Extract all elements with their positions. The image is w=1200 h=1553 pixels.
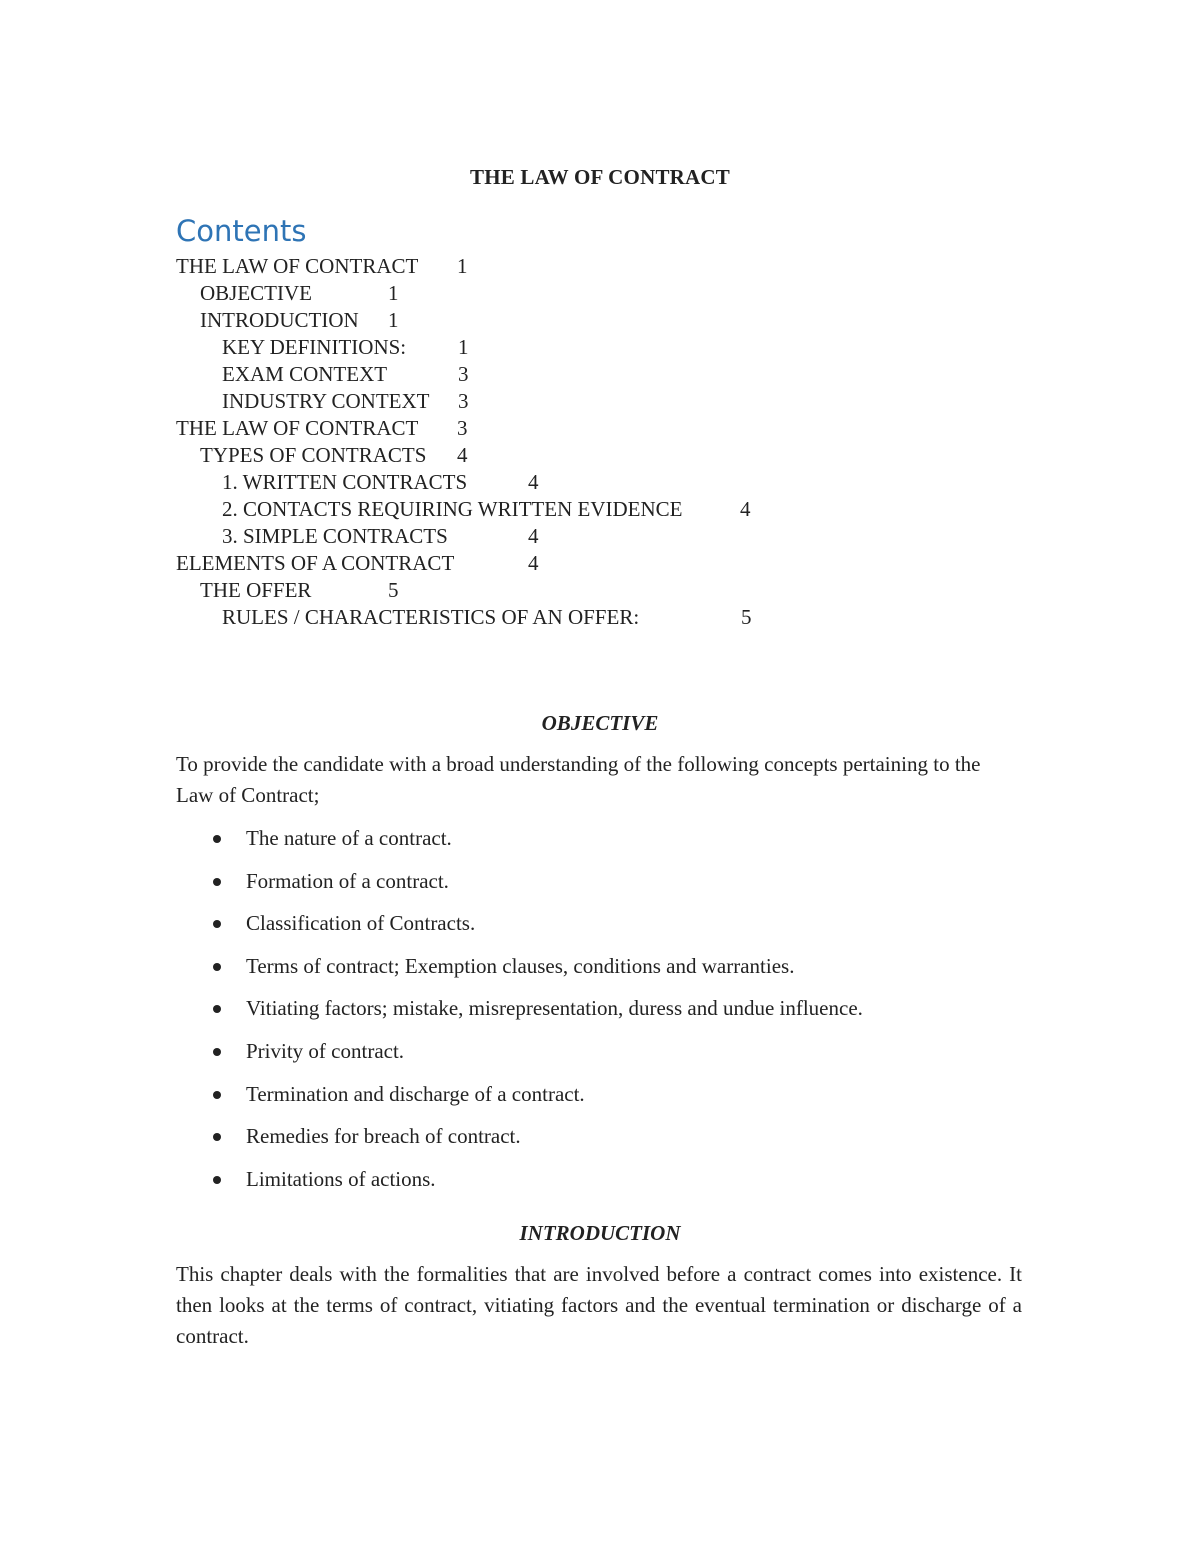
toc-entry[interactable] — [176, 442, 876, 469]
toc-entry[interactable] — [176, 334, 876, 361]
toc-entry-title: ELEMENTS OF A CONTRACT — [176, 551, 455, 575]
toc-entry-title: THE OFFER — [200, 578, 312, 602]
bullet-icon — [213, 963, 221, 971]
toc-entry-page: 4 — [457, 443, 468, 467]
toc-entry[interactable] — [176, 307, 876, 334]
toc-entry-page: 1 — [457, 254, 468, 278]
list-item: Classification of Contracts. — [176, 909, 1022, 952]
toc-entry-page: 1 — [388, 281, 399, 305]
toc-entry-title: 1. WRITTEN CONTRACTS — [222, 470, 468, 494]
list-item: Formation of a contract. — [176, 867, 1022, 910]
toc-entry-title: KEY DEFINITIONS: — [222, 335, 407, 359]
toc-entry-title: OBJECTIVE — [200, 281, 312, 305]
list-item: Privity of contract. — [176, 1037, 1022, 1080]
introduction-heading: INTRODUCTION — [519, 1221, 681, 1245]
toc-entry-page: 1 — [388, 308, 399, 332]
toc-entry-page: 4 — [528, 551, 539, 575]
toc-entry[interactable] — [176, 253, 876, 280]
list-item: Terms of contract; Exemption clauses, conditions and warranties. — [176, 952, 1022, 995]
bullet-icon — [213, 835, 221, 843]
toc-entry-page: 3 — [458, 362, 469, 386]
toc-entry[interactable] — [176, 361, 876, 388]
list-item: Limitations of actions. — [176, 1165, 1022, 1208]
toc-entry[interactable] — [176, 550, 876, 577]
toc-entry-title: 3. SIMPLE CONTRACTS — [222, 524, 448, 548]
table-of-contents — [176, 253, 876, 631]
toc-entry[interactable] — [176, 604, 876, 631]
introduction-body: This chapter deals with the formalities that are involved before a contract comes into existence. It then looks at the terms of contract, vitiating factors and the eventual termination or discharge of a contract. — [176, 1262, 1022, 1348]
toc-entry-title: THE LAW OF CONTRACT — [176, 254, 419, 278]
toc-entry-page: 3 — [458, 389, 469, 413]
objective-heading: OBJECTIVE — [541, 711, 659, 735]
bullet-icon — [213, 1005, 221, 1013]
toc-entry-page: 4 — [740, 497, 751, 521]
toc-heading: Contents — [176, 214, 307, 248]
toc-entry-title: INDUSTRY CONTEXT — [222, 389, 430, 413]
toc-entry-page: 4 — [528, 524, 539, 548]
bullet-icon — [213, 878, 221, 886]
toc-entry[interactable] — [176, 388, 876, 415]
toc-entry-title: INTRODUCTION — [200, 308, 359, 332]
list-item: Termination and discharge of a contract. — [176, 1080, 1022, 1123]
toc-entry-page: 5 — [741, 605, 752, 629]
toc-entry[interactable] — [176, 280, 876, 307]
toc-entry-title: EXAM CONTEXT — [222, 362, 388, 386]
bullet-icon — [213, 1091, 221, 1099]
toc-entry-page: 4 — [528, 470, 539, 494]
objective-intro: To provide the candidate with a broad understanding of the following concepts pertaining to the Law of Contract; — [176, 752, 981, 807]
toc-entry[interactable] — [176, 577, 876, 604]
toc-entry[interactable] — [176, 523, 876, 550]
toc-entry-title: THE LAW OF CONTRACT — [176, 416, 419, 440]
document-title: THE LAW OF CONTRACT — [470, 165, 730, 189]
list-item: Vitiating factors; mistake, misrepresentation, duress and undue influence. — [176, 994, 1022, 1037]
bullet-icon — [213, 1133, 221, 1141]
toc-entry[interactable] — [176, 469, 876, 496]
bullet-icon — [213, 1048, 221, 1056]
toc-entry-title: RULES / CHARACTERISTICS OF AN OFFER: — [222, 605, 640, 629]
toc-entry-title: TYPES OF CONTRACTS — [200, 443, 427, 467]
toc-entry-page: 5 — [388, 578, 399, 602]
toc-entry-page: 3 — [457, 416, 468, 440]
list-item: The nature of a contract. — [176, 824, 1022, 867]
list-item: Remedies for breach of contract. — [176, 1122, 1022, 1165]
toc-entry[interactable] — [176, 496, 876, 523]
toc-entry[interactable] — [176, 415, 876, 442]
toc-entry-title: 2. CONTACTS REQUIRING WRITTEN EVIDENCE — [222, 497, 683, 521]
objective-list — [176, 824, 1022, 1207]
bullet-icon — [213, 1176, 221, 1184]
bullet-icon — [213, 920, 221, 928]
toc-entry-page: 1 — [458, 335, 469, 359]
